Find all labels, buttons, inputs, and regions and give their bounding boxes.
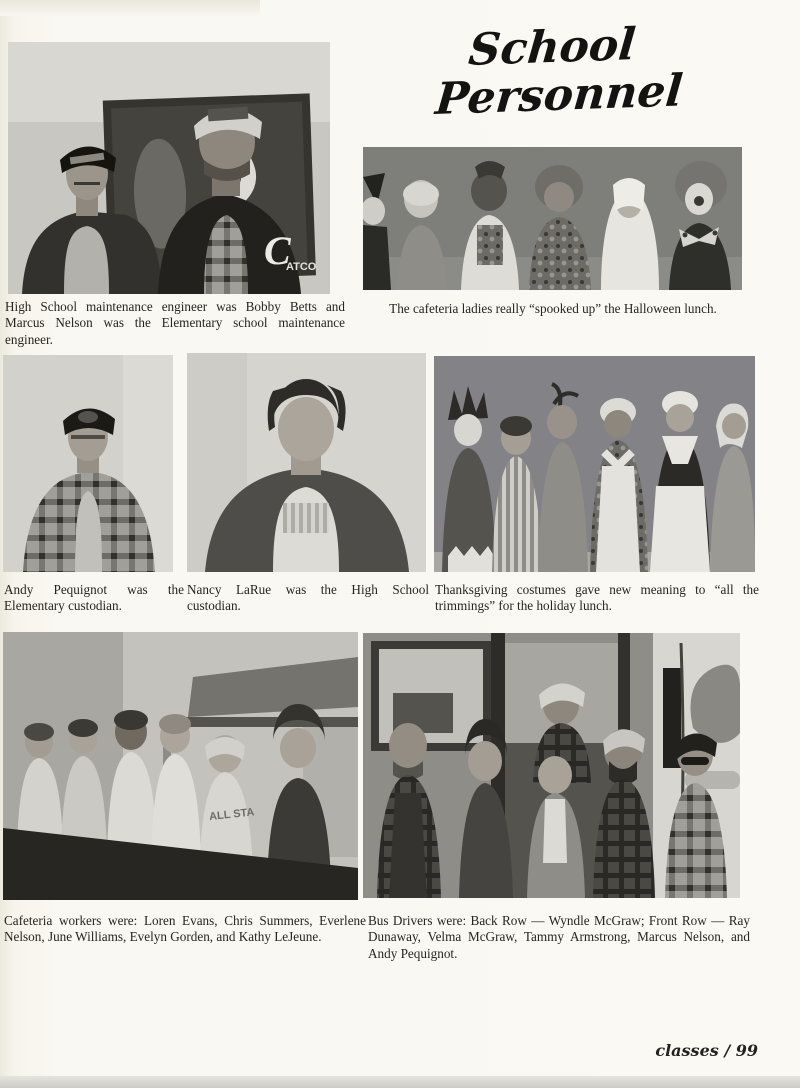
photo-thanksgiving-costumes-image (434, 356, 755, 572)
photo-cafeteria-workers-image (3, 632, 358, 900)
caption-andy: Andy Pequignot was the Elementary custodian. (4, 582, 184, 614)
photo-halloween-lunch-image (363, 147, 742, 290)
photo-cafeteria-workers (3, 632, 358, 900)
photo-bus-drivers-image (363, 633, 740, 898)
caption-maintenance: High School maintenance engineer was Bobby Betts and Marcus Nelson was the Elementary school maintenance engineer. (5, 299, 345, 347)
caption-thanksgiving: Thanksgiving costumes gave new meaning to “all the trimmings” for the holiday lunch. (435, 582, 759, 614)
photo-nancy-larue-image (187, 353, 426, 572)
page-title (433, 19, 685, 125)
scan-edge-top (0, 0, 260, 16)
page-title-line2: Personnel (433, 64, 685, 125)
caption-nancy: Nancy LaRue was the High School custodian. (187, 582, 429, 614)
page-number: classes / 99 (655, 1041, 758, 1060)
photo-thanksgiving-costumes (434, 356, 755, 572)
caption-cafeteria-workers: Cafeteria workers were: Loren Evans, Chris Summers, Everlene Nelson, June Williams, Evelyn Gorden, and Kathy LeJeune. (4, 913, 366, 945)
photo-halloween-lunch (363, 147, 742, 290)
jacket-letter: C (264, 228, 291, 273)
page-title-line1: School (466, 19, 638, 76)
photo-bus-drivers (363, 633, 740, 898)
photo-nancy-larue (187, 353, 426, 572)
scan-edge-bottom (0, 1076, 800, 1088)
photo-andy-pequignot-image (3, 355, 173, 572)
photo-andy-pequignot (3, 355, 173, 572)
caption-bus-drivers: Bus Drivers were: Back Row — Wyndle McGraw; Front Row — Ray Dunaway, Velma McGraw, Tammy Armstrong, Marcus Nelson, and Andy Pequignot. (368, 913, 750, 961)
jacket-text: ATCO (286, 261, 317, 273)
photo-maintenance-engineers (8, 42, 330, 294)
photo-maintenance-engineers-image (8, 42, 330, 294)
shirt-text: ALL STA (208, 806, 256, 824)
caption-halloween: The cafeteria ladies really “spooked up” the Halloween lunch. (389, 301, 717, 316)
